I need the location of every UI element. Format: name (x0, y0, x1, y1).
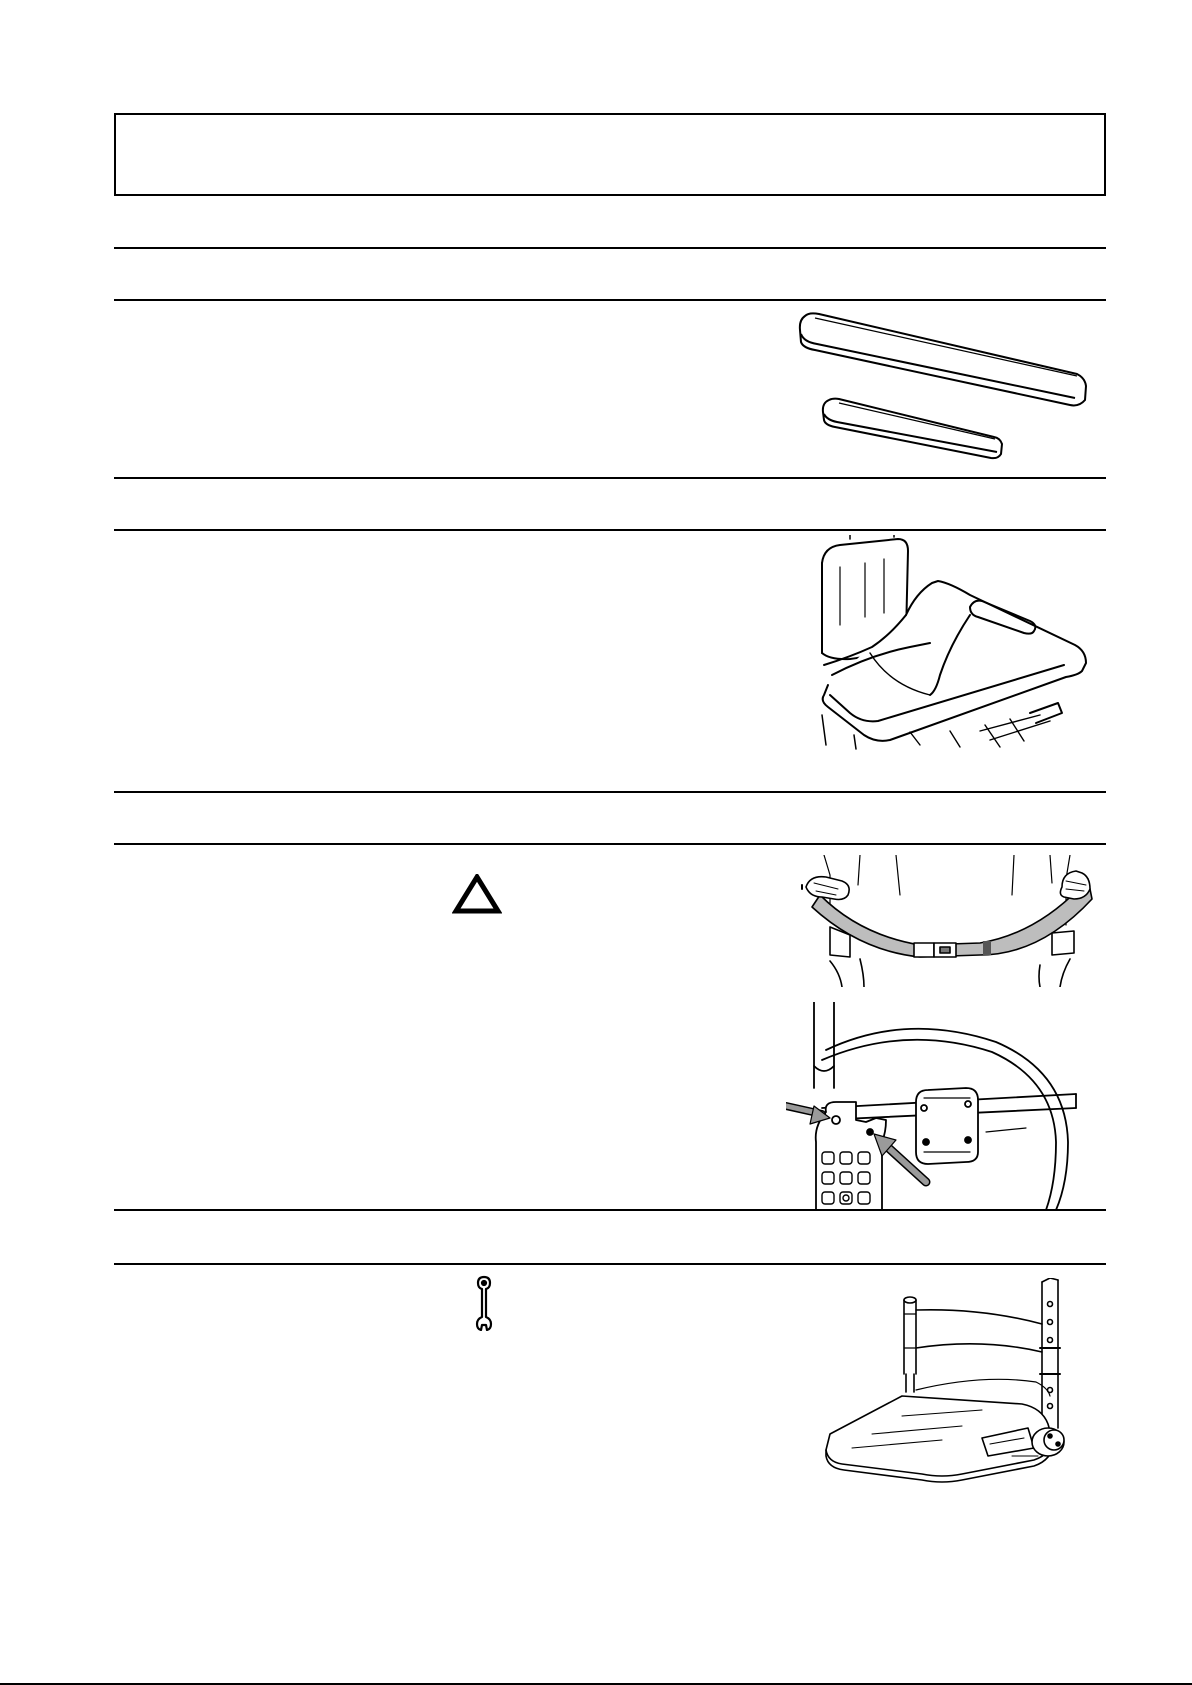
section-rule (114, 1209, 1106, 1211)
armrest-pads-illustration (795, 308, 1095, 468)
section-rule (114, 1263, 1106, 1265)
section-rule (114, 791, 1106, 793)
section-rule (114, 477, 1106, 479)
section-rule (114, 843, 1106, 845)
section-rule (114, 247, 1106, 249)
footplate-illustration (812, 1278, 1082, 1523)
tray-table-illustration (810, 535, 1110, 750)
section-rule (114, 299, 1106, 301)
lap-belt-mount-illustration (786, 1002, 1086, 1210)
wrench-icon (474, 1275, 494, 1336)
lap-belt-illustration (800, 855, 1100, 987)
warning-triangle-icon (452, 874, 502, 919)
header-box (114, 113, 1106, 196)
section-rule (114, 529, 1106, 531)
